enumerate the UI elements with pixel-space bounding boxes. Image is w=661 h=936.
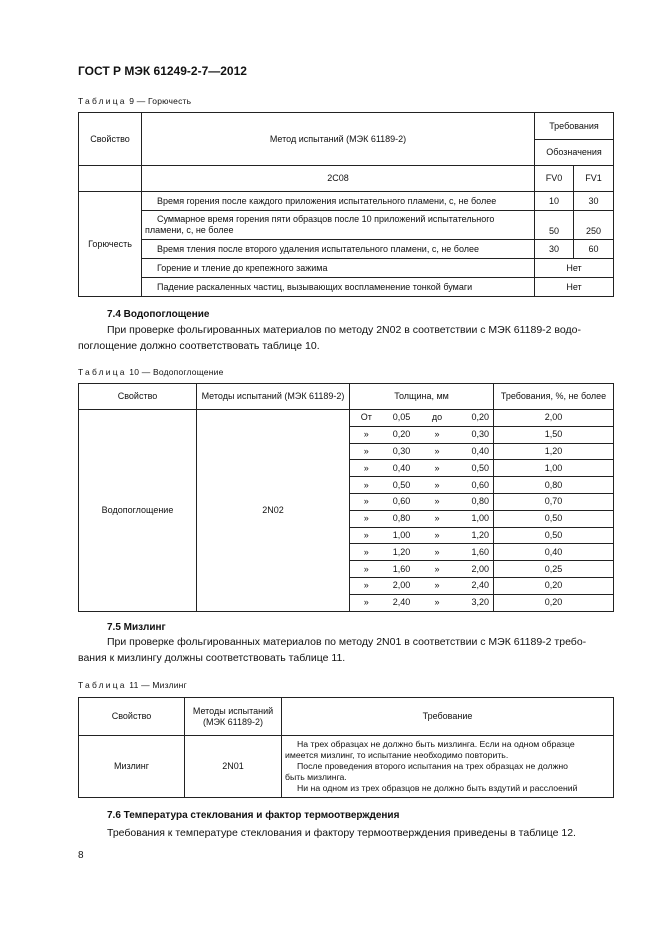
table10-to: »: [421, 493, 454, 510]
document-header: ГОСТ Р МЭК 61249-2-7—2012: [78, 64, 247, 78]
table10-requirement: 2,00: [494, 410, 614, 427]
table10-thickness-to: 1,60: [454, 544, 494, 561]
table10-requirement: 1,20: [494, 443, 614, 460]
table10-caption-word: Таблица: [78, 367, 127, 377]
page-number: 8: [78, 850, 84, 861]
table10-thickness-from: 1,20: [383, 544, 421, 561]
section-7-5-title: 7.5 Мизлинг: [107, 622, 166, 633]
table9-caption-word: Таблица: [78, 96, 127, 106]
section-7-5-text: [78, 634, 618, 666]
table10-requirement: 0,70: [494, 493, 614, 510]
table9-header-fv0: FV0: [535, 166, 574, 192]
table10-to: »: [421, 544, 454, 561]
table10-thickness-to: 2,40: [454, 577, 494, 594]
table9-caption-rest: 9 — Горючесть: [129, 96, 192, 106]
table10-thickness-to: 3,20: [454, 594, 494, 611]
section-7-4-line2: поглощение должно соответствовать таблице 10.: [78, 340, 320, 352]
table10-to: »: [421, 577, 454, 594]
table10-thickness-to: 1,00: [454, 510, 494, 527]
table11-header-req: Требование: [282, 698, 614, 736]
table10-from: »: [350, 426, 383, 443]
section-7-5-line1: При проверке фольгированных материалов по методу 2N01 в соответствии с МЭК 61189-2 требо-: [107, 636, 587, 648]
table11-req-line2: имеется мизлинг, то испытание необходимо повторить.: [285, 750, 509, 760]
table10-thickness-from: 1,60: [383, 561, 421, 578]
table9-row-merged: Нет: [535, 259, 614, 278]
table10-thickness-from: 0,50: [383, 477, 421, 494]
table10-thickness-to: 1,20: [454, 527, 494, 544]
table11-caption-word: Таблица: [78, 680, 127, 690]
table10-requirement: 0,50: [494, 510, 614, 527]
table9-header-fv1: FV1: [574, 166, 614, 192]
table9-row-text: Время горения после каждого приложения испытательного пламени, с, не более: [142, 192, 535, 211]
section-7-4-line1: При проверке фольгированных материалов по методу 2N02 в соответствии с МЭК 61189-2 водо-: [107, 324, 581, 336]
table11-caption-rest: 11 — Мизлинг: [129, 680, 187, 690]
table10-from: От: [350, 410, 383, 427]
table10-to: »: [421, 443, 454, 460]
section-7-5-line2: вания к мизлингу должны соответствовать таблице 11.: [78, 652, 346, 664]
table10-thickness-from: 2,40: [383, 594, 421, 611]
table10-from: »: [350, 577, 383, 594]
table9-row-fv1: 60: [574, 240, 614, 259]
table9-header-code: 2С08: [142, 166, 535, 192]
table11-req-line1: На трех образцах не должно быть мизлинга. Если на одном образце: [297, 739, 575, 749]
table9-row-fv1: 250: [574, 211, 614, 240]
table10-from: »: [350, 510, 383, 527]
table10-to: »: [421, 561, 454, 578]
table9-row-text: Падение раскаленных частиц, вызывающих воспламенение тонкой бумаги: [142, 278, 535, 297]
table10-from: »: [350, 527, 383, 544]
table10-property: Водопоглощение: [79, 410, 197, 612]
table10-from: »: [350, 443, 383, 460]
table11-caption: [78, 680, 187, 690]
table10-thickness-to: 2,00: [454, 561, 494, 578]
table10-thickness-from: 0,80: [383, 510, 421, 527]
table9-row-merged: Нет: [535, 278, 614, 297]
table10-thickness-to: 0,80: [454, 493, 494, 510]
table9-header-designation: Обозначения: [535, 140, 614, 166]
table10-to: до: [421, 410, 454, 427]
table10-requirement: 0,80: [494, 477, 614, 494]
table11-header-property: Свойство: [79, 698, 185, 736]
table9-property: Горючесть: [79, 192, 142, 297]
section-7-4-title: 7.4 Водопоглощение: [107, 309, 210, 320]
table10-to: »: [421, 594, 454, 611]
table10-header-thickness: Толщина, мм: [350, 384, 494, 410]
table10-thickness-to: 0,40: [454, 443, 494, 460]
table10-from: »: [350, 544, 383, 561]
table10-header-method: Методы испытаний (МЭК 61189-2): [197, 384, 350, 410]
table10-thickness-to: 0,50: [454, 460, 494, 477]
table10-requirement: 1,00: [494, 460, 614, 477]
table10-caption-rest: 10 — Водопоглощение: [129, 367, 224, 377]
table10-row: [79, 410, 614, 427]
section-7-6-title: 7.6 Температура стеклования и фактор термоотверждения: [107, 810, 400, 821]
table11-requirement: [282, 736, 614, 798]
table10-method: 2N02: [197, 410, 350, 612]
table10-to: »: [421, 460, 454, 477]
table10-requirement: 1,50: [494, 426, 614, 443]
table-9: [78, 112, 614, 297]
table10-thickness-to: 0,60: [454, 477, 494, 494]
table11-req-line3: После проведения второго испытания на трех образцах не должно: [297, 761, 569, 771]
table9-caption: [78, 96, 191, 106]
table11-req-line5: Ни на одном из трех образцов не должно быть вздутий и расслоений: [297, 783, 578, 793]
table9-row-text: Горение и тление до крепежного зажима: [142, 259, 535, 278]
table11-header-method: [185, 698, 282, 736]
table10-from: »: [350, 477, 383, 494]
table11-header-method-line1: Методы испытаний: [192, 705, 274, 716]
table10-requirement: 0,20: [494, 594, 614, 611]
table9-row-text: Время тления после второго удаления испытательного пламени, с, не более: [142, 240, 535, 259]
section-7-6-text: Требования к температуре стеклования и фактору термоотверждения приведены в таблице 12.: [107, 827, 576, 839]
table10-to: »: [421, 477, 454, 494]
table11-req-line4: быть мизлинга.: [285, 772, 347, 782]
table9-row-fv0: 50: [535, 211, 574, 240]
table10-thickness-from: 0,60: [383, 493, 421, 510]
table9-row-fv1: 30: [574, 192, 614, 211]
table10-to: »: [421, 510, 454, 527]
table10-from: »: [350, 594, 383, 611]
table10-thickness-from: 1,00: [383, 527, 421, 544]
section-7-4-text: [78, 322, 618, 354]
table-10: [78, 383, 614, 612]
table10-thickness-from: 2,00: [383, 577, 421, 594]
table9-header-requirements: Требования: [535, 113, 614, 140]
table9-header-property: Свойство: [79, 113, 142, 166]
table-11: [78, 697, 614, 798]
table10-header-req: Требования, %, не более: [494, 384, 614, 410]
table11-header-method-line2: (МЭК 61189-2): [202, 716, 264, 727]
table10-to: »: [421, 527, 454, 544]
table10-thickness-from: 0,30: [383, 443, 421, 460]
table9-header-empty: [79, 166, 142, 192]
table10-requirement: 0,40: [494, 544, 614, 561]
table10-header-property: Свойство: [79, 384, 197, 410]
table9-row-fv0: 30: [535, 240, 574, 259]
table10-from: »: [350, 460, 383, 477]
table10-from: »: [350, 561, 383, 578]
table10-requirement: 0,20: [494, 577, 614, 594]
table10-requirement: 0,50: [494, 527, 614, 544]
table10-from: »: [350, 493, 383, 510]
table10-thickness-to: 0,20: [454, 410, 494, 427]
table10-requirement: 0,25: [494, 561, 614, 578]
table9-row-text: Суммарное время горения пяти образцов после 10 приложений испытательного пламени, с, не более: [142, 211, 535, 240]
table10-thickness-from: 0,40: [383, 460, 421, 477]
table10-to: »: [421, 426, 454, 443]
table9-row-fv0: 10: [535, 192, 574, 211]
table10-thickness-from: 0,05: [383, 410, 421, 427]
table10-thickness-from: 0,20: [383, 426, 421, 443]
table10-thickness-to: 0,30: [454, 426, 494, 443]
table10-caption: [78, 367, 224, 377]
table9-header-method: Метод испытаний (МЭК 61189-2): [142, 113, 535, 166]
table11-method: 2N01: [185, 736, 282, 798]
table11-property: Мизлинг: [79, 736, 185, 798]
